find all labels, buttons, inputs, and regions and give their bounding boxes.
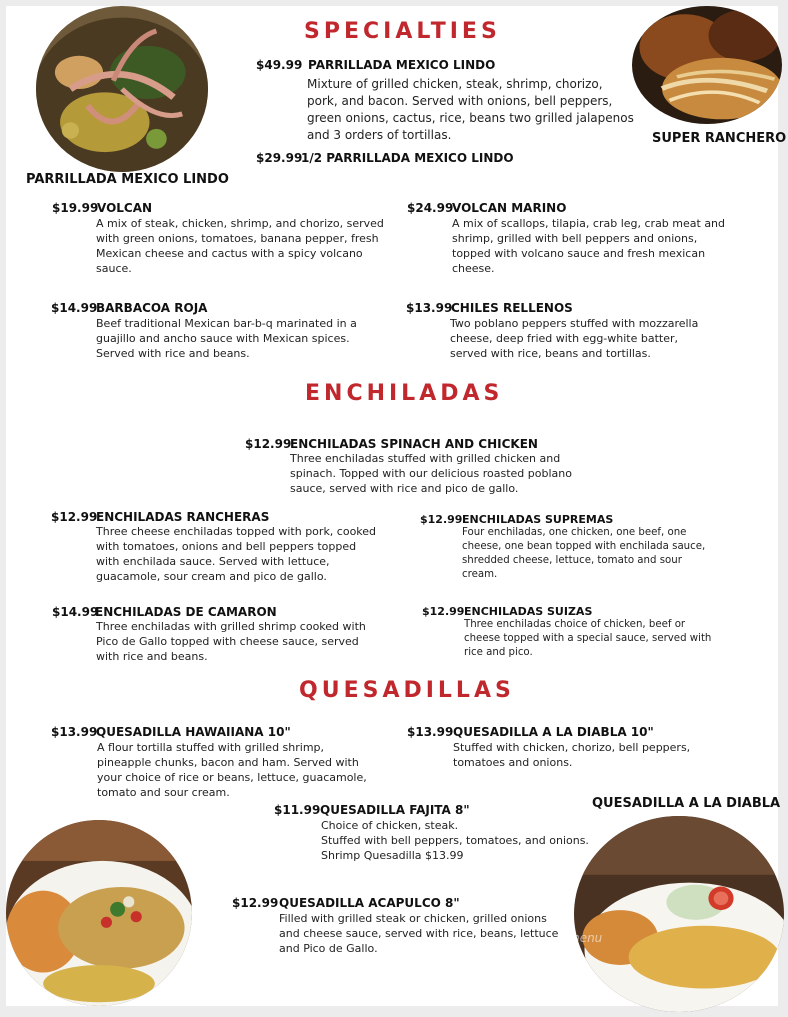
quesadilla-diabla-photo xyxy=(574,816,784,1012)
item-price: $24.99 xyxy=(407,201,454,215)
item-name: 1/2 PARRILLADA MEXICO LINDO xyxy=(301,151,514,165)
item-description: Four enchiladas, one chicken, one beef, one cheese, one bean topped with enchilada sauce, shredded cheese, lettuce, tomato and sour cream. xyxy=(462,527,706,580)
item-description: Three enchiladas choice of chicken, beef or cheese topped with a special sauce, served with rice and pico. xyxy=(464,619,712,658)
item-price: $14.99 xyxy=(51,301,98,315)
section-title-specialties: SPECIALTIES xyxy=(304,19,501,44)
item-price: $29.99 xyxy=(256,151,303,165)
item-name: BARBACOA ROJA xyxy=(96,301,208,315)
item-name: ENCHILADAS RANCHERAS xyxy=(96,510,270,524)
item-name: CHILES RELLENOS xyxy=(451,301,573,315)
item-name: ENCHILADAS SUIZAS xyxy=(464,605,593,618)
item-name: QUESADILLA FAJITA 8" xyxy=(320,803,470,817)
item-name: QUESADILLA ACAPULCO 8" xyxy=(279,896,460,910)
item-price: $14.99 xyxy=(52,605,99,619)
enchiladas-photo xyxy=(6,820,192,1006)
item-price: $12.99 xyxy=(232,896,279,910)
item-price: $12.99 xyxy=(422,605,465,618)
item-name: QUESADILLA HAWAIIANA 10" xyxy=(96,725,291,739)
menu-page xyxy=(6,6,787,1006)
item-price: $13.99 xyxy=(406,301,453,315)
section-title-enchiladas: ENCHILADAS xyxy=(305,381,504,406)
item-price: $49.99 xyxy=(256,58,303,72)
item-description: Choice of chicken, steak. xyxy=(321,819,459,832)
item-description: Beef traditional Mexican bar-b-q marinated in a guajillo and ancho sauce with Mexican spices. Served with rice and beans. xyxy=(96,317,357,360)
item-description: A mix of steak, chicken, shrimp, and chorizo, served with green onions, tomatoes, banana pepper, fresh Mexican cheese and cactus with a spicy volcano sauce. xyxy=(96,217,384,275)
item-price: $12.99 xyxy=(420,513,463,526)
item-description: Three enchiladas with grilled shrimp cooked with Pico de Gallo topped with cheese sauce, served with rice and beans. xyxy=(96,620,366,663)
item-name: ENCHILADAS DE CAMARON xyxy=(95,605,277,619)
item-price: $11.99 xyxy=(274,803,321,817)
item-description: A flour tortilla stuffed with grilled shrimp, pineapple chunks, bacon and ham. Served with your choice of rice or beans, lettuce, guacamole, tomato and sour cream. xyxy=(97,741,367,799)
item-price: $19.99 xyxy=(52,201,99,215)
item-description: Three enchiladas stuffed with grilled chicken and spinach. Topped with our delicious roasted poblano sauce, served with rice and pico de gallo. xyxy=(290,452,572,495)
item-name: ENCHILADAS SUPREMAS xyxy=(462,513,614,526)
item-price: $13.99 xyxy=(51,725,98,739)
item-description: Filled with grilled steak or chicken, grilled onions and cheese sauce, served with rice, beans, lettuce and Pico de Gallo. xyxy=(279,912,559,955)
item-price: $13.99 xyxy=(407,725,454,739)
super-ranchero-caption: SUPER RANCHERO xyxy=(652,131,787,146)
item-description: Shrimp Quesadilla $13.99 xyxy=(321,849,464,862)
watermark: menu xyxy=(568,931,603,945)
item-description: Mixture of grilled chicken, steak, shrimp, chorizo, pork, and bacon. Served with onions, bell peppers, green onions, cactus, rice, beans two grilled jalapenos and 3 orders of tortillas. xyxy=(307,77,634,142)
quesadilla-diabla-caption: QUESADILLA A LA DIABLA xyxy=(592,796,781,811)
section-title-quesadillas: QUESADILLAS xyxy=(299,678,515,703)
item-name: VOLCAN MARINO xyxy=(452,201,567,215)
item-name: ENCHILADAS SPINACH AND CHICKEN xyxy=(290,437,538,451)
parrillada-caption: PARRILLADA MEXICO LINDO xyxy=(26,172,229,187)
item-name: QUESADILLA A LA DIABLA 10" xyxy=(453,725,654,739)
item-price: $12.99 xyxy=(51,510,98,524)
item-name: PARRILLADA MEXICO LINDO xyxy=(308,58,496,72)
item-description: Three cheese enchiladas topped with pork, cooked with tomatoes, onions and bell peppers topped with enchilada sauce. Served with lettuce, guacamole, sour cream and pico de gallo. xyxy=(96,525,377,583)
parrillada-photo xyxy=(36,6,208,172)
item-description: A mix of scallops, tilapia, crab leg, crab meat and shrimp, grilled with bell peppers and onions, topped with volcano sauce and fresh mexican cheese. xyxy=(452,217,726,275)
item-description: Two poblano peppers stuffed with mozzarella cheese, deep fried with egg-white batter, served with rice, beans and tortillas. xyxy=(450,317,699,360)
item-name: VOLCAN xyxy=(97,201,153,215)
item-price: $12.99 xyxy=(245,437,292,451)
super-ranchero-photo xyxy=(632,6,782,124)
item-description: Stuffed with chicken, chorizo, bell peppers, tomatoes and onions. xyxy=(453,741,691,769)
item-description: Stuffed with bell peppers, tomatoes, and onions. xyxy=(321,834,589,847)
